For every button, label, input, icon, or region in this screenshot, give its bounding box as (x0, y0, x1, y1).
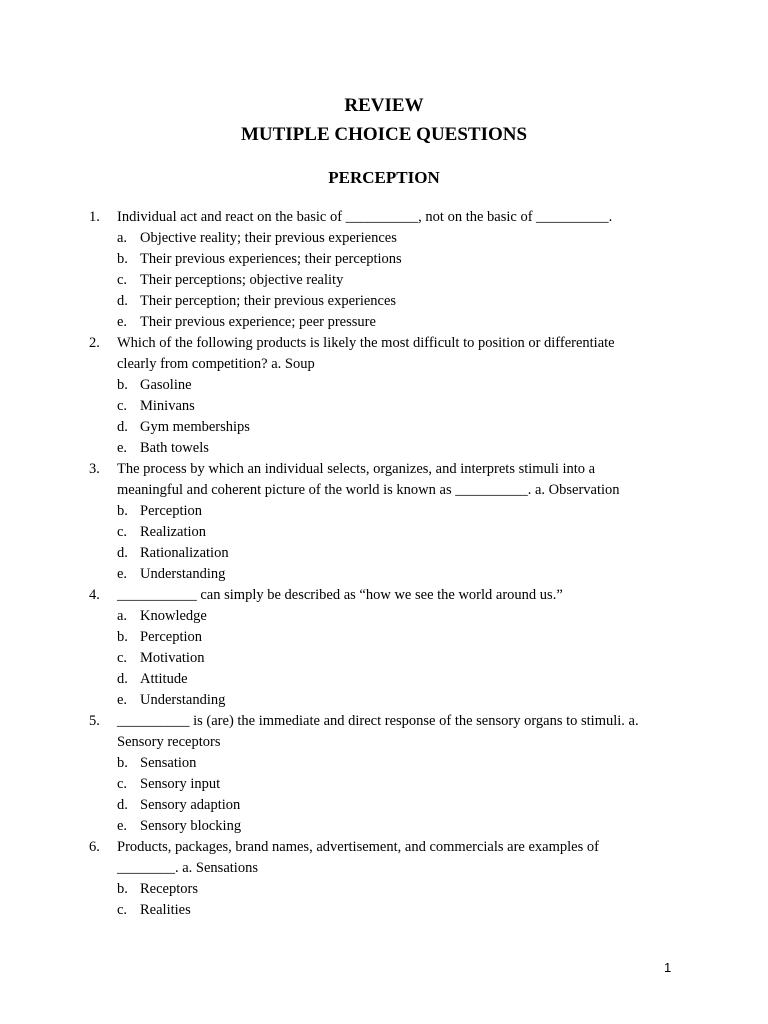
option-letter: d. (117, 293, 128, 309)
answer-option (0, 438, 768, 459)
option-text: Their perceptions; objective reality (140, 272, 344, 288)
option-text: Sensory input (140, 776, 221, 792)
question-text: __________ is (are) the immediate and direct response of the sensory organs to stimuli. a. Sensory receptors (117, 713, 639, 750)
option-letter: c. (117, 776, 128, 792)
answer-option (0, 522, 768, 543)
option-letter: e. (117, 818, 128, 834)
question-item (0, 333, 768, 375)
option-text: Understanding (140, 566, 226, 582)
question-text: ___________ can simply be described as “how we see the world around us.” (117, 587, 563, 603)
option-letter: d. (117, 797, 128, 813)
option-letter: a. (117, 230, 128, 246)
answer-option (0, 228, 768, 249)
document-title: REVIEW (344, 95, 424, 116)
document-subtitle: MUTIPLE CHOICE QUESTIONS (240, 124, 528, 145)
answer-option (0, 291, 768, 312)
option-text: Perception (140, 503, 203, 519)
answer-option (0, 774, 768, 795)
option-text: Realization (140, 524, 207, 540)
question-number: 2. (89, 335, 100, 351)
question-text: Products, packages, brand names, advertisement, and commercials are examples of ________. a. Sensations (117, 839, 599, 876)
option-text: Perception (140, 629, 203, 645)
option-text: Knowledge (140, 608, 207, 624)
answer-option (0, 900, 768, 921)
option-text: Their perception; their previous experiences (140, 293, 397, 309)
question-item (0, 837, 768, 879)
option-letter: c. (117, 398, 128, 414)
option-letter: e. (117, 440, 128, 456)
answer-option (0, 606, 768, 627)
option-text: Understanding (140, 692, 226, 708)
option-letter: a. (117, 608, 128, 624)
answer-option (0, 312, 768, 333)
page-number: 1 (664, 960, 672, 975)
option-text: Their previous experience; peer pressure (140, 314, 376, 330)
question-text: Which of the following products is likely the most difficult to position or differentiate clearly from competition? a. Soup (117, 335, 615, 372)
question-number: 3. (89, 461, 100, 477)
answer-option (0, 627, 768, 648)
answer-option (0, 753, 768, 774)
section-heading: PERCEPTION (328, 168, 440, 187)
option-letter: e. (117, 692, 128, 708)
option-text: Gym memberships (140, 419, 250, 435)
question-number: 1. (89, 209, 100, 225)
option-text: Their previous experiences; their perceptions (140, 251, 402, 267)
option-letter: e. (117, 314, 128, 330)
question-item (0, 585, 768, 606)
question-item (0, 711, 768, 753)
answer-option (0, 564, 768, 585)
answer-option (0, 648, 768, 669)
answer-option (0, 543, 768, 564)
question-list (0, 207, 768, 921)
option-letter: d. (117, 419, 128, 435)
question-number: 4. (89, 587, 100, 603)
option-letter: b. (117, 503, 128, 519)
option-text: Attitude (140, 671, 188, 687)
option-letter: b. (117, 755, 128, 771)
answer-option (0, 417, 768, 438)
option-letter: d. (117, 545, 128, 561)
option-letter: c. (117, 902, 128, 918)
question-text: The process by which an individual selects, organizes, and interprets stimuli into a meaningful and coherent picture of the world is known as __________. a. Observation (117, 461, 620, 498)
option-text: Sensory blocking (140, 818, 242, 834)
answer-option (0, 669, 768, 690)
question-text: Individual act and react on the basic of __________, not on the basic of __________. (117, 209, 613, 225)
answer-option (0, 501, 768, 522)
option-letter: c. (117, 524, 128, 540)
option-text: Sensation (140, 755, 197, 771)
option-letter: c. (117, 272, 128, 288)
answer-option (0, 396, 768, 417)
answer-option (0, 795, 768, 816)
option-letter: b. (117, 881, 128, 897)
option-letter: c. (117, 650, 128, 666)
answer-option (0, 690, 768, 711)
option-letter: b. (117, 377, 128, 393)
answer-option (0, 879, 768, 900)
answer-option (0, 249, 768, 270)
option-letter: d. (117, 671, 128, 687)
option-text: Gasoline (140, 377, 192, 393)
option-letter: b. (117, 251, 128, 267)
option-letter: b. (117, 629, 128, 645)
option-letter: e. (117, 566, 128, 582)
question-item (0, 459, 768, 501)
answer-option (0, 816, 768, 837)
answer-option (0, 375, 768, 396)
option-text: Receptors (140, 881, 198, 897)
question-item (0, 207, 768, 228)
option-text: Minivans (140, 398, 195, 414)
answer-option (0, 270, 768, 291)
option-text: Motivation (140, 650, 205, 666)
question-number: 5. (89, 713, 100, 729)
option-text: Realities (140, 902, 191, 918)
option-text: Rationalization (140, 545, 229, 561)
option-text: Bath towels (140, 440, 209, 456)
question-number: 6. (89, 839, 100, 855)
option-text: Objective reality; their previous experiences (140, 230, 397, 246)
option-text: Sensory adaption (140, 797, 241, 813)
